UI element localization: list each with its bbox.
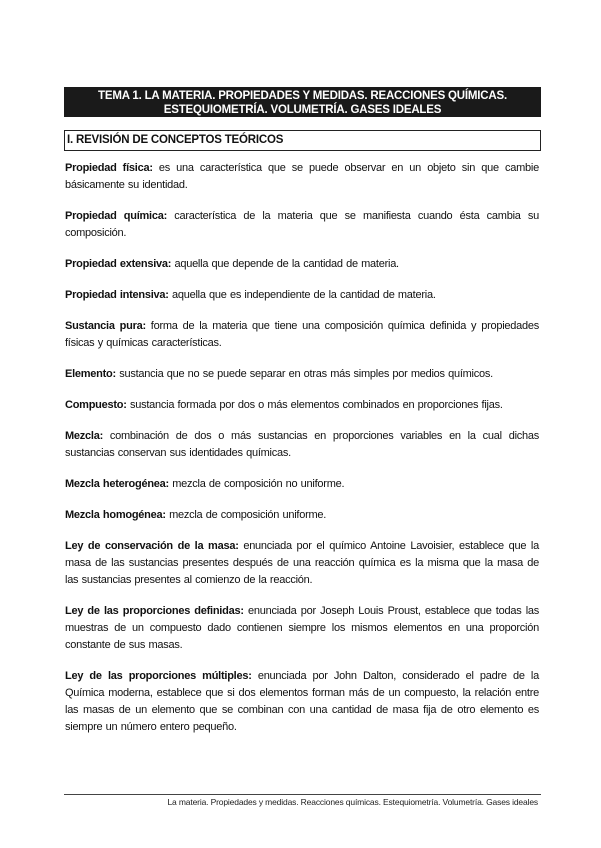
definition-mezcla-heterogenea: [65, 476, 539, 493]
definition-term: Ley de las proporciones definidas:: [65, 605, 244, 617]
definition-ley-proporciones-definidas: [65, 603, 539, 654]
definition-text: enunciada por John Dalton, considerado el padre de la Química moderna, establece que si dos elementos forman más de un compuesto, la relación entre las masas de un elemento que se combinan con una cantidad de masa fija de otro elemento es siempre un número entero pequeño.: [65, 670, 539, 733]
definition-term: Ley de conservación de la masa:: [65, 540, 239, 552]
definition-term: Propiedad intensiva:: [65, 289, 169, 301]
definition-ley-conservacion-masa: [65, 538, 539, 589]
definition-term: Propiedad química:: [65, 210, 167, 222]
definition-ley-proporciones-multiples: [65, 668, 539, 736]
definition-text: enunciada por el químico Antoine Lavoisier, establece que la masa de las sustancias presentes después de una reacción química es la misma que la masa de las sustancias presentes al comienzo de la reacción.: [65, 540, 539, 586]
definition-term: Propiedad física:: [65, 162, 153, 174]
definitions-list: [65, 160, 539, 736]
definition-compuesto: [65, 397, 539, 414]
chapter-title-line-1: TEMA 1. LA MATERIA. PROPIEDADES Y MEDIDAS. REACCIONES QUÍMICAS.: [98, 90, 507, 102]
definition-term: Mezcla:: [65, 430, 103, 442]
definition-text: es una característica que se puede observar en un objeto sin que cambie básicamente su identidad.: [65, 162, 539, 191]
running-footer: La materia. Propiedades y medidas. Reacciones químicas. Estequiometría. Volumetría. Gases ideales: [167, 797, 538, 807]
definition-mezcla: [65, 428, 539, 462]
definition-text: forma de la materia que tiene una composición química definida y propiedades físicas y químicas características.: [65, 320, 540, 349]
definition-text: aquella que es independiente de la cantidad de materia.: [168, 289, 436, 301]
definition-text: sustancia que no se puede separar en otras más simples por medios químicos.: [115, 368, 493, 380]
definition-text: mezcla de composición no uniforme.: [168, 478, 345, 490]
definition-term: Propiedad extensiva:: [65, 258, 172, 270]
footer-divider: [64, 794, 541, 795]
definition-term: Compuesto:: [65, 399, 127, 411]
definition-term: Elemento:: [65, 368, 116, 380]
definition-text: combinación de dos o más sustancias en proporciones variables en la cual dichas sustancias conservan sus identidades químicas.: [65, 430, 539, 459]
definition-propiedad-intensiva: [65, 287, 539, 304]
definition-text: sustancia formada por dos o más elementos combinados en proporciones fijas.: [126, 399, 503, 411]
definition-propiedad-extensiva: [65, 256, 539, 273]
definition-text: mezcla de composición uniforme.: [165, 509, 327, 521]
definition-term: Mezcla homogénea:: [65, 509, 166, 521]
definition-propiedad-quimica: [65, 208, 539, 242]
definition-mezcla-homogenea: [65, 507, 539, 524]
definition-term: Sustancia pura:: [65, 320, 146, 332]
definition-elemento: [65, 366, 539, 383]
definition-term: Mezcla heterogénea:: [65, 478, 169, 490]
definition-text: enunciada por Joseph Louis Proust, establece que todas las muestras de un compuesto dado contienen siempre los mismos elementos en una proporción constante de sus masas.: [65, 605, 540, 651]
chapter-title-line-2: ESTEQUIOMETRÍA. VOLUMETRÍA. GASES IDEALES: [163, 104, 442, 116]
definition-sustancia-pura: [65, 318, 539, 352]
definition-propiedad-fisica: [65, 160, 539, 194]
section-heading: I. REVISIÓN DE CONCEPTOS TEÓRICOS: [64, 130, 541, 151]
chapter-title-banner: [64, 87, 541, 117]
definition-text: característica de la materia que se manifiesta cuando ésta cambia su composición.: [65, 210, 539, 239]
definition-term: Ley de las proporciones múltiples:: [65, 670, 252, 682]
definition-text: aquella que depende de la cantidad de materia.: [171, 258, 399, 270]
